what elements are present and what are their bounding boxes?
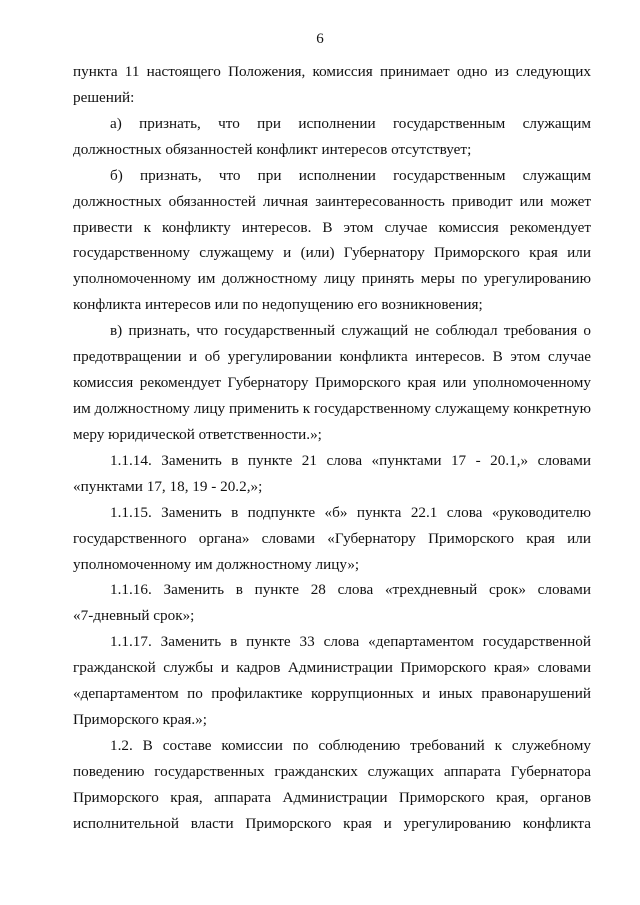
text-line: «пунктами 17, 18, 19 - 20.2,»; — [73, 477, 263, 495]
text-line: комиссия рекомендует Губернатору Приморского края или уполномоченному — [73, 374, 591, 392]
document-text — [73, 59, 591, 837]
page-number: 6 — [316, 31, 324, 47]
text-line: конфликта интересов или по недопущению его возникновения; — [73, 296, 483, 314]
text-line: уполномоченному им должностному лицу принять меры по урегулированию — [73, 270, 591, 288]
text-line: 1.1.15. Заменить в подпункте «б» пункта 22.1 слова «руководителю — [110, 503, 591, 521]
text-line: 1.2. В составе комиссии по соблюдению требований к служебному — [110, 736, 591, 754]
text-line: государственному служащему и (или) Губернатору Приморского края или — [73, 244, 591, 262]
text-line: «департаментом по профилактике коррупционных и иных правонарушений — [73, 685, 591, 703]
text-line: поведению государственных гражданских служащих аппарата Губернатора — [73, 762, 591, 780]
text-line: гражданской службы и кадров Администрации Приморского края» словами — [73, 659, 591, 677]
text-line: им должностному лицу применить к государственному служащему конкретную — [73, 399, 591, 417]
text-line: должностных обязанностей личная заинтересованность приводит или может — [73, 192, 591, 210]
text-line: б) признать, что при исполнении государственным служащим — [110, 166, 591, 184]
text-line: пункта 11 настоящего Положения, комиссия принимает одно из следующих — [73, 63, 591, 80]
text-line: «7-дневный срок»; — [73, 607, 195, 625]
text-line: 1.1.17. Заменить в пункте 33 слова «департаментом государственной — [110, 633, 591, 651]
text-line: государственного органа» словами «Губернатору Приморского края или — [73, 529, 591, 547]
text-line: Приморского края.»; — [73, 711, 207, 729]
text-line: уполномоченному им должностному лицу»; — [73, 555, 360, 573]
text-line: меру юридической ответственности.»; — [73, 425, 322, 443]
text-line: привести к конфликту интересов. В этом случае комиссия рекомендует — [73, 218, 591, 236]
text-line: решений: — [73, 88, 135, 106]
text-line: исполнительной власти Приморского края и урегулированию конфликта — [73, 814, 591, 832]
text-line: 1.1.16. Заменить в пункте 28 слова «трехдневный срок» словами — [110, 581, 591, 599]
text-line: 1.1.14. Заменить в пункте 21 слова «пунктами 17 - 20.1,» словами — [110, 451, 591, 469]
text-line: в) признать, что государственный служащий не соблюдал требования о — [110, 322, 591, 340]
text-line: предотвращении и об урегулировании конфликта интересов. В этом случае — [73, 348, 591, 366]
text-line: Приморского края, аппарата Администрации Приморского края, органов — [73, 788, 591, 806]
text-line: должностных обязанностей конфликт интересов отсутствует; — [73, 140, 472, 158]
text-line: а) признать, что при исполнении государственным служащим — [110, 114, 591, 132]
